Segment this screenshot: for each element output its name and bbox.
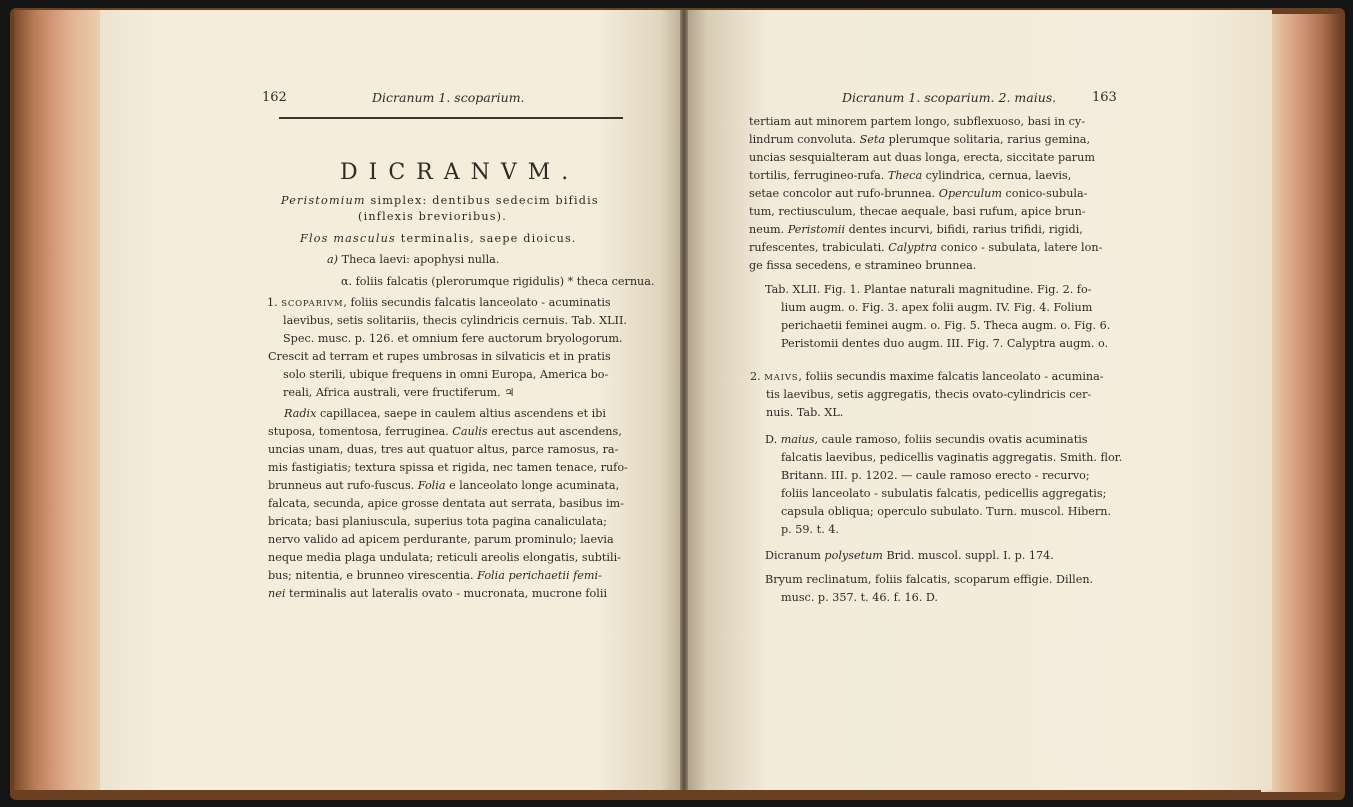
text-span: tortilis, ferrugineo-rufa. — [749, 169, 888, 182]
italic-term: maius, — [780, 433, 819, 446]
text-span: capsula obliqua; operculo subulato. Turn. muscol. Hibern. — [781, 505, 1111, 518]
italic-term: Calyptra — [888, 241, 938, 254]
text-line — [749, 259, 976, 272]
text-span: falcata, secunda, apice grosse dentata aut serrata, basibus im- — [268, 497, 624, 510]
text-span: Tab. XLII. Fig. 1. Plantae naturali magnitudine. Fig. 2. fo- — [765, 283, 1092, 296]
text-line — [781, 337, 1108, 350]
text-span: capillacea, saepe in caulem altius ascendens et ibi — [316, 407, 606, 420]
text-line — [765, 283, 1091, 296]
text-span: , foliis secundis maxime falcatis lanceolato - acumina- — [798, 370, 1104, 383]
italic-term: Operculum — [938, 187, 1002, 200]
species-name: MAIVS — [764, 373, 799, 383]
left-page-edges — [14, 10, 114, 790]
text-span: mis fastigiatis; textura spissa et rigida, nec tamen tenace, rufo- — [268, 461, 628, 474]
text-span: p. 59. t. 4. — [781, 523, 839, 536]
text-span: 1. — [267, 296, 282, 309]
text-span: laevibus, setis solitariis, thecis cylindricis cernuis. Tab. XLII. — [283, 314, 627, 327]
species-name: SCOPARIVM — [281, 299, 344, 309]
text-line — [781, 505, 1111, 518]
text-line — [765, 433, 1088, 446]
text-line — [268, 515, 607, 528]
italic-term: nei — [268, 587, 286, 600]
text-span: bus; nitentia, e brunneo virescentia. — [268, 569, 478, 582]
text-line — [781, 487, 1106, 500]
text-span: solo sterili, ubique frequens in omni Europa, America bo- — [283, 368, 609, 381]
text-line — [781, 469, 1090, 482]
text-line — [749, 151, 1095, 164]
text-span: , foliis secundis falcatis lanceolato - acuminatis — [343, 296, 611, 309]
text-line — [327, 253, 499, 266]
genus-title: DICRANVM. — [340, 160, 580, 185]
text-span: simplex: dentibus sedecim bifidis — [365, 194, 599, 207]
text-line — [749, 241, 1102, 254]
italic-term: Folia — [417, 479, 446, 492]
text-line — [781, 523, 839, 536]
text-line — [765, 549, 1054, 562]
text-line — [750, 370, 1104, 383]
text-line — [749, 223, 1083, 236]
text-line — [781, 591, 938, 604]
text-span: caule ramoso, foliis secundis ovatis acuminatis — [818, 433, 1088, 446]
text-span: rufescentes, trabiculati. — [749, 241, 889, 254]
text-span: neque media plaga undulata; reticuli areolis elongatis, subtili- — [268, 551, 621, 564]
right-running-head: Dicranum 1. scoparium. 2. maius. — [842, 90, 1057, 105]
text-span: Britann. III. p. 1202. — caule ramoso erecto - recurvo; — [781, 469, 1090, 482]
book-gutter — [680, 10, 688, 790]
text-line — [268, 533, 614, 546]
text-line — [268, 425, 622, 438]
text-line — [781, 319, 1110, 332]
text-span: cylindrica, cernua, laevis, — [922, 169, 1072, 182]
left-running-head: Dicranum 1. scoparium. — [372, 90, 525, 105]
text-line — [268, 551, 621, 564]
text-span: uncias sesquialteram aut duas longa, erecta, siccitate parum — [749, 151, 1095, 164]
text-span: reali, Africa australi, vere fructiferum. ♃ — [283, 386, 515, 399]
text-span: falcatis laevibus, pedicellis vaginatis aggregatis. Smith. flor. — [781, 451, 1123, 464]
text-span: e lanceolato longe acuminata, — [445, 479, 620, 492]
text-span: conico - subulata, latere lon- — [937, 241, 1103, 254]
text-span: lium augm. o. Fig. 3. apex folii augm. IV. Fig. 4. Folium — [781, 301, 1093, 314]
italic-term: a) — [327, 253, 339, 266]
text-line — [283, 368, 608, 381]
text-span: plerumque solitaria, rarius gemina, — [885, 133, 1091, 146]
text-span: conico-subula- — [1001, 187, 1088, 200]
text-line — [766, 406, 843, 419]
text-line — [749, 187, 1087, 200]
text-span: brunneus aut rufo-fuscus. — [268, 479, 418, 492]
text-span: dentes incurvi, bifidi, rarius trifidi, rigidi, — [845, 223, 1083, 236]
text-line — [283, 386, 514, 399]
text-line — [268, 479, 619, 492]
right-page-number: 163 — [1092, 90, 1117, 105]
text-span: musc. p. 357. t. 46. f. 16. D. — [781, 591, 938, 604]
text-line — [781, 301, 1092, 314]
text-line — [781, 451, 1122, 464]
text-span: setae concolor aut rufo-brunnea. — [749, 187, 939, 200]
text-line — [268, 350, 611, 363]
text-span: terminalis, saepe dioicus. — [396, 232, 577, 245]
text-line — [267, 296, 611, 309]
text-line — [268, 569, 602, 582]
text-line — [765, 573, 1093, 586]
text-span: erectus aut ascendens, — [487, 425, 622, 438]
text-line — [749, 115, 1085, 128]
text-span: ge fissa secedens, e stramineo brunnea. — [749, 259, 977, 272]
text-line — [283, 332, 623, 345]
text-span: Peristomii dentes duo augm. III. Fig. 7. Calyptra augm. o. — [781, 337, 1109, 350]
text-span: Brid. muscol. suppl. I. p. 174. — [882, 549, 1054, 562]
text-span: foliis lanceolato - subulatis falcatis, pedicellis aggregatis; — [781, 487, 1107, 500]
text-span: tis laevibus, setis aggregatis, thecis ovato-cylindricis cer- — [766, 388, 1092, 401]
left-page-number: 162 — [262, 90, 287, 105]
text-span: neum. — [749, 223, 788, 236]
text-line — [749, 133, 1090, 146]
text-span: Spec. musc. p. 126. et omnium fere auctorum bryologorum. — [283, 332, 623, 345]
text-span: nervo valido ad apicem perdurante, parum prominulo; laevia — [268, 533, 614, 546]
text-span: stuposa, tomentosa, ferruginea. — [268, 425, 453, 438]
text-line — [749, 205, 1086, 218]
italic-term: Peristomium — [281, 194, 366, 207]
italic-term: polysetum — [824, 549, 883, 562]
text-line — [281, 194, 599, 207]
text-span: α. foliis falcatis (plerorumque rigidulis) * theca cernua. — [341, 275, 655, 288]
text-span: tertiam aut minorem partem longo, subflexuoso, basi in cy- — [749, 115, 1085, 128]
text-line — [268, 587, 607, 600]
text-line — [341, 275, 654, 288]
text-span: Dicranum — [765, 549, 825, 562]
italic-term: Seta — [859, 133, 886, 146]
text-line — [358, 210, 507, 223]
italic-term: Theca — [887, 169, 923, 182]
text-span: Crescit ad terram et rupes umbrosas in silvaticis et in pratis — [268, 350, 611, 363]
text-line — [749, 169, 1071, 182]
text-span: uncias unam, duas, tres aut quatuor altus, parce ramosus, ra- — [268, 443, 619, 456]
text-line — [268, 461, 628, 474]
italic-term: Folia perichaetii femi- — [477, 569, 602, 582]
text-span: 2. — [750, 370, 765, 383]
text-span: nuis. Tab. XL. — [766, 406, 844, 419]
left-page — [100, 10, 684, 790]
text-line — [283, 314, 627, 327]
italic-term: Radix — [284, 407, 317, 420]
text-span: perichaetii feminei augm. o. Fig. 5. Theca augm. o. Fig. 6. — [781, 319, 1111, 332]
text-line — [268, 443, 618, 456]
header-rule — [279, 117, 623, 119]
text-span: Theca laevi: apophysi nulla. — [338, 253, 500, 266]
text-line — [268, 497, 624, 510]
text-line — [300, 232, 577, 245]
text-span: (inflexis brevioribus). — [358, 210, 507, 223]
text-span: tum, rectiusculum, thecae aequale, basi rufum, apice brun- — [749, 205, 1086, 218]
text-span: bricata; basi planiuscula, superius tota pagina canaliculata; — [268, 515, 607, 528]
text-line — [284, 407, 606, 420]
right-page-edges — [1261, 14, 1341, 792]
italic-term: Peristomii — [787, 223, 846, 236]
text-span: Bryum reclinatum, foliis falcatis, scoparum effigie. Dillen. — [765, 573, 1094, 586]
italic-term: Caulis — [452, 425, 488, 438]
text-line — [766, 388, 1091, 401]
italic-term: Flos masculus — [300, 232, 396, 245]
text-span: lindrum convoluta. — [749, 133, 860, 146]
text-span: D. — [765, 433, 781, 446]
text-span: terminalis aut lateralis ovato - mucronata, mucrone folii — [285, 587, 608, 600]
